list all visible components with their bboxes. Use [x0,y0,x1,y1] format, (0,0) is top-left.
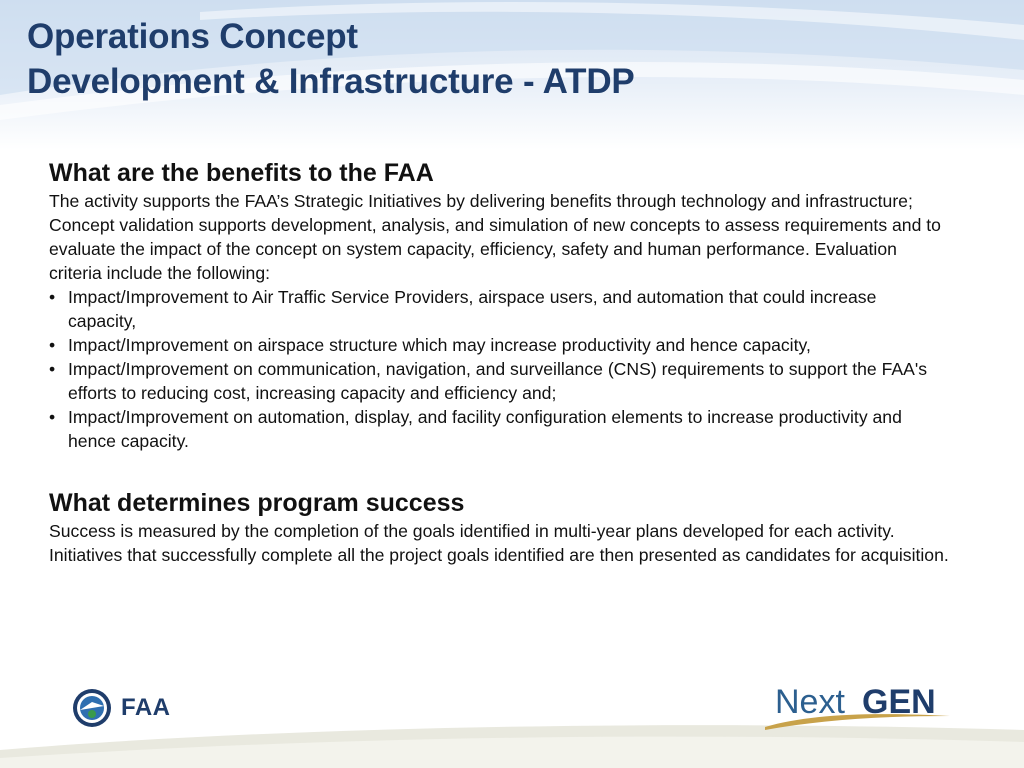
success-section [49,487,949,567]
bullet-text: Impact/Improvement on automation, display, and facility configuration elements to increase productivity and hence capacity. [68,407,902,451]
success-body: Success is measured by the completion of the goals identified in multi-year plans developed for each activity. Initiatives that successfully complete all the project goals identified are then presented as candidates for acquisition. [49,521,949,565]
nextgen-logo [760,680,960,735]
bullet-item [49,357,949,405]
slide-title-line2: Development & Infrastructure - ATDP [27,62,635,101]
success-heading: What determines program success [49,489,465,517]
slide-title [27,14,635,104]
bullet-icon: • [49,407,56,427]
slide-title-line1: Operations Concept [27,17,358,56]
faa-seal-icon [72,688,112,728]
bullet-text: Impact/Improvement on communication, navigation, and surveillance (CNS) requirements to support the FAA's efforts to reducing cost, increasing capacity and efficiency and; [68,359,928,403]
benefits-bullet-list [49,285,949,453]
nextgen-gen-text: GEN [862,683,936,721]
faa-logo [72,687,202,729]
bullet-item [49,285,949,333]
faa-label: FAA [121,694,171,721]
nextgen-next-text: Next [775,683,845,721]
bullet-text: Impact/Improvement to Air Traffic Service Providers, airspace users, and automation that could increase capacity, [68,287,877,331]
bullet-icon: • [49,335,56,355]
slide-content [49,157,949,567]
benefits-intro: The activity supports the FAA’s Strategic Initiatives by delivering benefits through technology and infrastructure; Concept validation supports development, analysis, and simulation of new concepts to assess requirements and to evaluate the impact of the concept on system capacity, efficiency, safety and human performance. Evaluation criteria include the following: [49,191,941,283]
bullet-item [49,333,949,357]
benefits-section [49,157,949,453]
bullet-item [49,405,949,453]
bullet-text: Impact/Improvement on airspace structure which may increase productivity and hence capacity, [68,335,811,355]
benefits-heading: What are the benefits to the FAA [49,159,434,187]
bullet-icon: • [49,359,56,379]
nextgen-wordmark [760,680,960,735]
bullet-icon: • [49,287,56,307]
